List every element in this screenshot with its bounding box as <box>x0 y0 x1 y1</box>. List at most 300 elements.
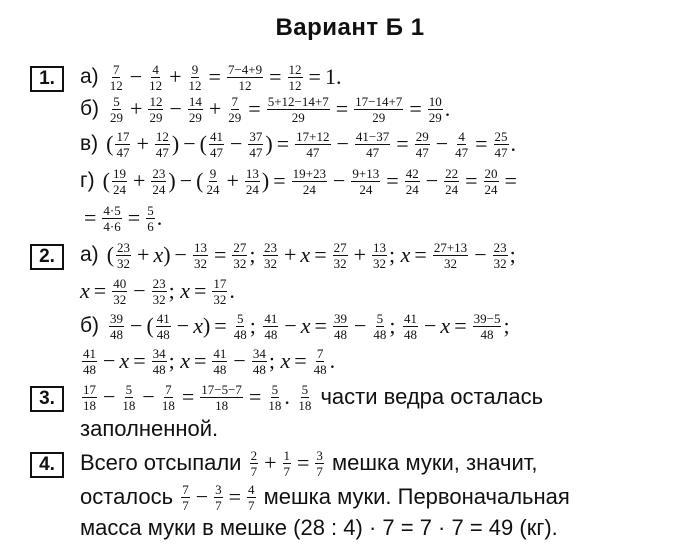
fraction-denominator: 24 <box>206 181 220 197</box>
fraction-denominator: 32 <box>152 291 166 307</box>
variable: x <box>80 278 90 303</box>
math-symbol: ( <box>106 131 114 156</box>
fraction-numerator: 29 <box>415 128 429 144</box>
fraction-denominator: 48 <box>373 326 387 342</box>
math-operator: = <box>386 168 399 193</box>
fraction-denominator: 24 <box>245 181 259 197</box>
fraction-numerator: 7 <box>112 61 120 77</box>
math-operator: − <box>169 96 182 121</box>
math-operator: = <box>248 96 261 121</box>
fraction-numerator: 17 <box>83 381 96 397</box>
math-operator: − <box>474 242 487 267</box>
math-operator: = <box>194 348 207 373</box>
math-symbol: ( <box>146 313 154 338</box>
fraction-numerator: 13 <box>245 165 259 181</box>
fraction-denominator: 32 <box>264 255 277 271</box>
problem-1-line-c <box>80 129 516 159</box>
fraction <box>403 312 418 341</box>
fraction <box>433 241 468 270</box>
fraction <box>193 241 208 270</box>
fraction-denominator: 7 <box>248 497 255 513</box>
fraction-numerator: 7 <box>182 481 189 497</box>
fraction-denominator: 48 <box>480 326 494 342</box>
fraction-numerator: 20 <box>484 165 498 181</box>
fraction <box>152 277 167 306</box>
math-operator: = <box>314 313 327 338</box>
math-operator: − <box>103 384 116 409</box>
fraction <box>428 95 443 124</box>
fraction-denominator: 7 <box>316 463 323 479</box>
math-symbol: ; <box>249 313 262 338</box>
fraction-denominator: 47 <box>415 144 429 160</box>
math-symbol: ; <box>268 348 281 373</box>
math-symbol: ; <box>249 242 261 267</box>
fraction-denominator: 47 <box>366 144 380 160</box>
math-operator: − <box>142 384 155 409</box>
fraction-numerator: 4·5 <box>103 202 121 218</box>
problem-number-2: 2. <box>30 244 64 270</box>
fraction-denominator: 32 <box>113 291 127 307</box>
fraction-denominator: 48 <box>110 326 124 342</box>
fraction-numerator: 42 <box>405 165 419 181</box>
problem-4-line-1 <box>80 448 538 478</box>
problem-1-line-a <box>80 62 341 92</box>
fraction-numerator: 5 <box>113 93 120 109</box>
math-operator: − <box>130 313 143 338</box>
fraction <box>82 383 97 412</box>
fraction-numerator: 3 <box>316 447 323 463</box>
fraction <box>212 347 227 376</box>
fraction-numerator: 5 <box>236 310 244 326</box>
fraction <box>116 241 131 270</box>
fraction-numerator: 34 <box>252 345 266 361</box>
fraction-denominator: 48 <box>233 326 247 342</box>
text-span: осталось <box>80 484 180 509</box>
math-symbol: 1. <box>324 64 342 89</box>
fraction <box>181 483 190 512</box>
variable: x <box>180 278 190 303</box>
fraction <box>372 312 387 341</box>
math-operator: = <box>409 96 422 121</box>
problem-3-line-1 <box>80 382 543 412</box>
fraction-denominator: 29 <box>188 109 202 125</box>
fraction-numerator: 10 <box>428 93 442 109</box>
fraction-denominator: 47 <box>155 144 169 160</box>
fraction <box>151 167 166 196</box>
fraction-numerator: 5+12−14+7 <box>267 93 329 109</box>
math-operator: + <box>137 242 150 267</box>
math-operator: = <box>414 242 427 267</box>
math-symbol: ( <box>196 168 204 193</box>
fraction-numerator: 19 <box>112 165 126 181</box>
page-title: Вариант Б 1 <box>275 14 425 41</box>
fraction-denominator: 32 <box>444 255 458 271</box>
fraction-denominator: 12 <box>238 77 252 93</box>
math-operator: + <box>132 168 146 193</box>
math-symbol: . <box>510 131 517 156</box>
fraction-numerator: 9 <box>191 61 199 77</box>
problem-1-line-b <box>80 94 450 124</box>
math-operator: − <box>195 484 209 509</box>
item-label: б) <box>80 314 100 337</box>
math-symbol: ; <box>389 313 401 338</box>
math-operator: + <box>136 131 149 156</box>
math-operator: − <box>425 168 439 193</box>
fraction <box>405 167 420 196</box>
math-operator: = <box>208 64 221 89</box>
fraction-denominator: 47 <box>494 144 508 160</box>
fraction-numerator: 17 <box>213 275 227 291</box>
fraction <box>232 241 247 270</box>
math-operator: = <box>335 96 349 121</box>
math-operator: = <box>133 348 146 373</box>
fraction <box>247 483 256 512</box>
fraction <box>82 347 97 376</box>
fraction <box>267 383 282 412</box>
math-operator: + <box>130 96 143 121</box>
fraction-denominator: 47 <box>116 144 130 160</box>
math-operator: + <box>208 96 222 121</box>
math-symbol: ; <box>503 313 510 338</box>
math-operator: + <box>169 64 182 89</box>
fraction <box>444 167 459 196</box>
problem-number-1: 1. <box>30 66 64 92</box>
fraction <box>115 130 130 159</box>
fraction <box>493 241 508 270</box>
fraction-numerator: 39−5 <box>473 310 501 326</box>
fraction <box>109 95 124 124</box>
fraction-denominator: 29 <box>149 109 163 125</box>
item-label: в) <box>80 132 99 155</box>
math-operator: = <box>454 313 467 338</box>
fraction-denominator: 32 <box>117 255 131 271</box>
text-span: масса муки в мешке (28 : 4) · 7 = 7 · 7 = 49 (кг). <box>80 515 558 540</box>
math-operator: = <box>194 278 207 303</box>
math-symbol: ; <box>168 278 181 303</box>
item-label: а) <box>80 65 99 88</box>
fraction-numerator: 9 <box>209 165 217 181</box>
fraction-denominator: 48 <box>213 361 227 377</box>
variable: x <box>153 242 164 267</box>
fraction-denominator: 32 <box>333 255 347 271</box>
fraction-denominator: 47 <box>209 144 223 160</box>
fraction-numerator: 17−5−7 <box>201 381 242 397</box>
fraction <box>188 95 203 124</box>
math-symbol: ; <box>168 348 181 373</box>
fraction-denominator: 48 <box>264 326 278 342</box>
fraction-denominator: 18 <box>83 397 96 413</box>
math-operator: − <box>174 242 187 267</box>
math-operator: − <box>333 168 346 193</box>
fraction-denominator: 24 <box>302 181 316 197</box>
fraction-numerator: 41 <box>404 310 417 326</box>
fraction-numerator: 17 <box>116 128 130 144</box>
fraction <box>109 312 124 341</box>
item-label: б) <box>80 97 100 120</box>
math-operator: = <box>314 242 327 267</box>
math-symbol: ( <box>199 131 207 156</box>
fraction-numerator: 2 <box>250 447 258 463</box>
fraction <box>454 130 469 159</box>
fraction-numerator: 5 <box>147 202 154 218</box>
fraction <box>245 167 260 196</box>
problem-1-line-d-cont <box>80 203 162 233</box>
variable: x <box>440 313 451 338</box>
fraction-denominator: 7 <box>283 463 290 479</box>
math-operator: = <box>276 131 290 156</box>
fraction-denominator: 48 <box>404 326 417 342</box>
fraction <box>292 167 327 196</box>
fraction-numerator: 13 <box>373 239 387 255</box>
fraction <box>315 449 324 478</box>
fraction <box>227 95 242 124</box>
fraction <box>112 167 127 196</box>
fraction <box>263 312 278 341</box>
math-operator: + <box>264 450 277 475</box>
variable: x <box>119 348 130 373</box>
fraction <box>494 130 509 159</box>
fraction <box>148 95 163 124</box>
fraction-denominator: 32 <box>373 255 387 271</box>
fraction-denominator: 12 <box>149 77 163 93</box>
fraction <box>102 204 121 233</box>
fraction-numerator: 27 <box>233 239 247 255</box>
text-span: мешка муки, значит, <box>325 450 538 475</box>
fraction <box>295 130 330 159</box>
fraction <box>333 241 348 270</box>
fraction <box>288 63 303 92</box>
fraction-numerator: 41 <box>209 128 223 144</box>
math-operator: = <box>181 384 195 409</box>
fraction-numerator: 23 <box>493 239 507 255</box>
math-operator: − <box>284 313 297 338</box>
fraction-numerator: 23 <box>117 239 131 255</box>
math-operator: − <box>336 131 349 156</box>
fraction-numerator: 25 <box>494 128 508 144</box>
fraction-denominator: 4·6 <box>103 218 121 234</box>
fraction-numerator: 5 <box>376 310 384 326</box>
fraction-denominator: 29 <box>291 109 305 125</box>
fraction <box>351 167 380 196</box>
fraction <box>155 130 170 159</box>
fraction <box>161 383 176 412</box>
text-span: заполненной. <box>80 416 219 441</box>
fraction-numerator: 37 <box>249 128 263 144</box>
fraction-numerator: 5 <box>125 381 133 397</box>
fraction <box>156 312 171 341</box>
text-span: Всего отсыпали <box>80 450 248 475</box>
fraction-denominator: 7 <box>215 497 222 513</box>
math-operator: − <box>103 348 116 373</box>
fraction <box>355 130 390 159</box>
problem-2-line-a-cont <box>80 276 235 306</box>
fraction-numerator: 41 <box>213 345 227 361</box>
math-symbol: . <box>229 278 235 303</box>
math-operator: = <box>228 484 242 509</box>
math-symbol: ( <box>106 242 115 267</box>
math-symbol: ) <box>171 131 180 156</box>
fraction-denominator: 7 <box>250 463 258 479</box>
fraction-denominator: 18 <box>122 397 136 413</box>
fraction-numerator: 7 <box>231 93 239 109</box>
fraction-denominator: 18 <box>298 397 312 413</box>
fraction-numerator: 41−37 <box>355 128 390 144</box>
fraction-denominator: 29 <box>428 109 442 125</box>
fraction-denominator: 48 <box>252 361 266 377</box>
fraction <box>109 63 124 92</box>
math-operator: + <box>284 242 297 267</box>
math-operator: = <box>465 168 478 193</box>
fraction <box>283 449 292 478</box>
fraction-denominator: 32 <box>493 255 507 271</box>
math-operator: − <box>353 313 367 338</box>
fraction <box>209 130 224 159</box>
fraction-numerator: 17−14+7 <box>355 93 403 109</box>
math-operator: = <box>213 242 227 267</box>
problem-4-line-2 <box>80 482 570 512</box>
math-operator: = <box>475 131 488 156</box>
math-operator: = <box>504 168 517 193</box>
math-symbol: ) <box>265 131 273 156</box>
fraction <box>214 483 223 512</box>
fraction-numerator: 41 <box>264 310 278 326</box>
fraction <box>212 277 227 306</box>
fraction-numerator: 13 <box>193 239 207 255</box>
fraction-denominator: 29 <box>110 109 124 125</box>
fraction-numerator: 4 <box>458 128 465 144</box>
fraction <box>148 63 163 92</box>
problem-number-4: 4. <box>30 452 64 478</box>
math-symbol: . <box>329 348 336 373</box>
fraction-numerator: 41 <box>83 345 96 361</box>
fraction-numerator: 19+23 <box>292 165 326 181</box>
fraction-denominator: 18 <box>161 397 175 413</box>
fraction <box>233 312 248 341</box>
fraction <box>415 130 430 159</box>
fraction-numerator: 5 <box>301 381 309 397</box>
fraction <box>267 95 330 124</box>
fraction-denominator: 47 <box>306 144 320 160</box>
math-symbol: . <box>156 205 163 230</box>
fraction <box>372 241 387 270</box>
fraction-denominator: 47 <box>455 144 469 160</box>
fraction-denominator: 48 <box>313 361 327 377</box>
fraction-denominator: 24 <box>484 181 498 197</box>
fraction-numerator: 7 <box>316 345 324 361</box>
variable: x <box>400 242 411 267</box>
problem-number-3: 3. <box>30 386 64 412</box>
math-operator: = <box>214 313 227 338</box>
math-operator: = <box>127 205 141 230</box>
fraction-denominator: 32 <box>193 255 207 271</box>
math-operator: = <box>297 450 310 475</box>
math-operator: = <box>273 168 286 193</box>
fraction-numerator: 4 <box>152 61 159 77</box>
problem-2-line-b-cont <box>80 346 335 376</box>
fraction-numerator: 7 <box>165 381 172 397</box>
fraction-denominator: 32 <box>213 291 227 307</box>
fraction <box>121 383 136 412</box>
fraction <box>188 63 203 92</box>
fraction-numerator: 27 <box>333 239 347 255</box>
fraction-denominator: 18 <box>268 397 282 413</box>
variable: x <box>193 313 203 338</box>
math-operator: − <box>229 131 243 156</box>
math-operator: = <box>396 131 409 156</box>
math-symbol: ) <box>163 242 171 267</box>
variable: x <box>300 242 311 267</box>
problem-2-line-b <box>80 311 510 341</box>
math-operator: = <box>93 278 107 303</box>
math-operator: − <box>233 348 246 373</box>
fraction-numerator: 39 <box>110 310 124 326</box>
fraction-numerator: 40 <box>113 275 127 291</box>
fraction <box>227 63 263 92</box>
fraction-denominator: 29 <box>228 109 242 125</box>
fraction <box>250 449 259 478</box>
fraction-denominator: 7 <box>182 497 189 513</box>
variable: x <box>300 313 311 338</box>
math-operator: = <box>84 205 97 230</box>
fraction-numerator: 1 <box>283 447 290 463</box>
text-span: мешка муки. Первоначальная <box>257 484 570 509</box>
math-operator: − <box>176 313 190 338</box>
fraction-denominator: 29 <box>372 109 386 125</box>
fraction-numerator: 22 <box>445 165 459 181</box>
item-label: г) <box>80 169 95 192</box>
fraction <box>313 347 328 376</box>
math-symbol: . <box>444 96 451 121</box>
variable: x <box>180 348 190 373</box>
math-operator: − <box>129 64 143 89</box>
math-symbol: . <box>284 384 296 409</box>
fraction-numerator: 7−4+9 <box>227 61 263 77</box>
fraction-denominator: 48 <box>333 326 347 342</box>
fraction <box>333 312 348 341</box>
math-symbol: ) <box>261 168 270 193</box>
fraction <box>252 347 267 376</box>
fraction-numerator: 14 <box>188 93 202 109</box>
fraction-numerator: 17+12 <box>296 128 330 144</box>
fraction-denominator: 6 <box>147 218 154 234</box>
fraction-denominator: 48 <box>156 326 170 342</box>
fraction <box>484 167 499 196</box>
fraction-numerator: 34 <box>152 345 166 361</box>
fraction-numerator: 23 <box>152 165 166 181</box>
fraction-numerator: 41 <box>156 310 170 326</box>
math-operator: − <box>424 313 437 338</box>
fraction <box>248 130 263 159</box>
problem-1-line-d <box>80 166 521 196</box>
fraction <box>112 277 127 306</box>
fraction <box>354 95 403 124</box>
fraction <box>152 347 167 376</box>
fraction-numerator: 23 <box>152 275 166 291</box>
fraction-numerator: 27+13 <box>433 239 468 255</box>
math-operator: + <box>226 168 239 193</box>
fraction-denominator: 48 <box>152 361 166 377</box>
math-operator: = <box>269 64 282 89</box>
fraction-denominator: 24 <box>405 181 419 197</box>
fraction-denominator: 24 <box>359 181 373 197</box>
fraction <box>146 204 155 233</box>
fraction-numerator: 5 <box>271 381 279 397</box>
fraction <box>297 383 312 412</box>
fraction-denominator: 47 <box>249 144 263 160</box>
fraction-numerator: 4 <box>248 481 255 497</box>
math-symbol: ) <box>168 168 176 193</box>
fraction-denominator: 48 <box>83 361 96 377</box>
